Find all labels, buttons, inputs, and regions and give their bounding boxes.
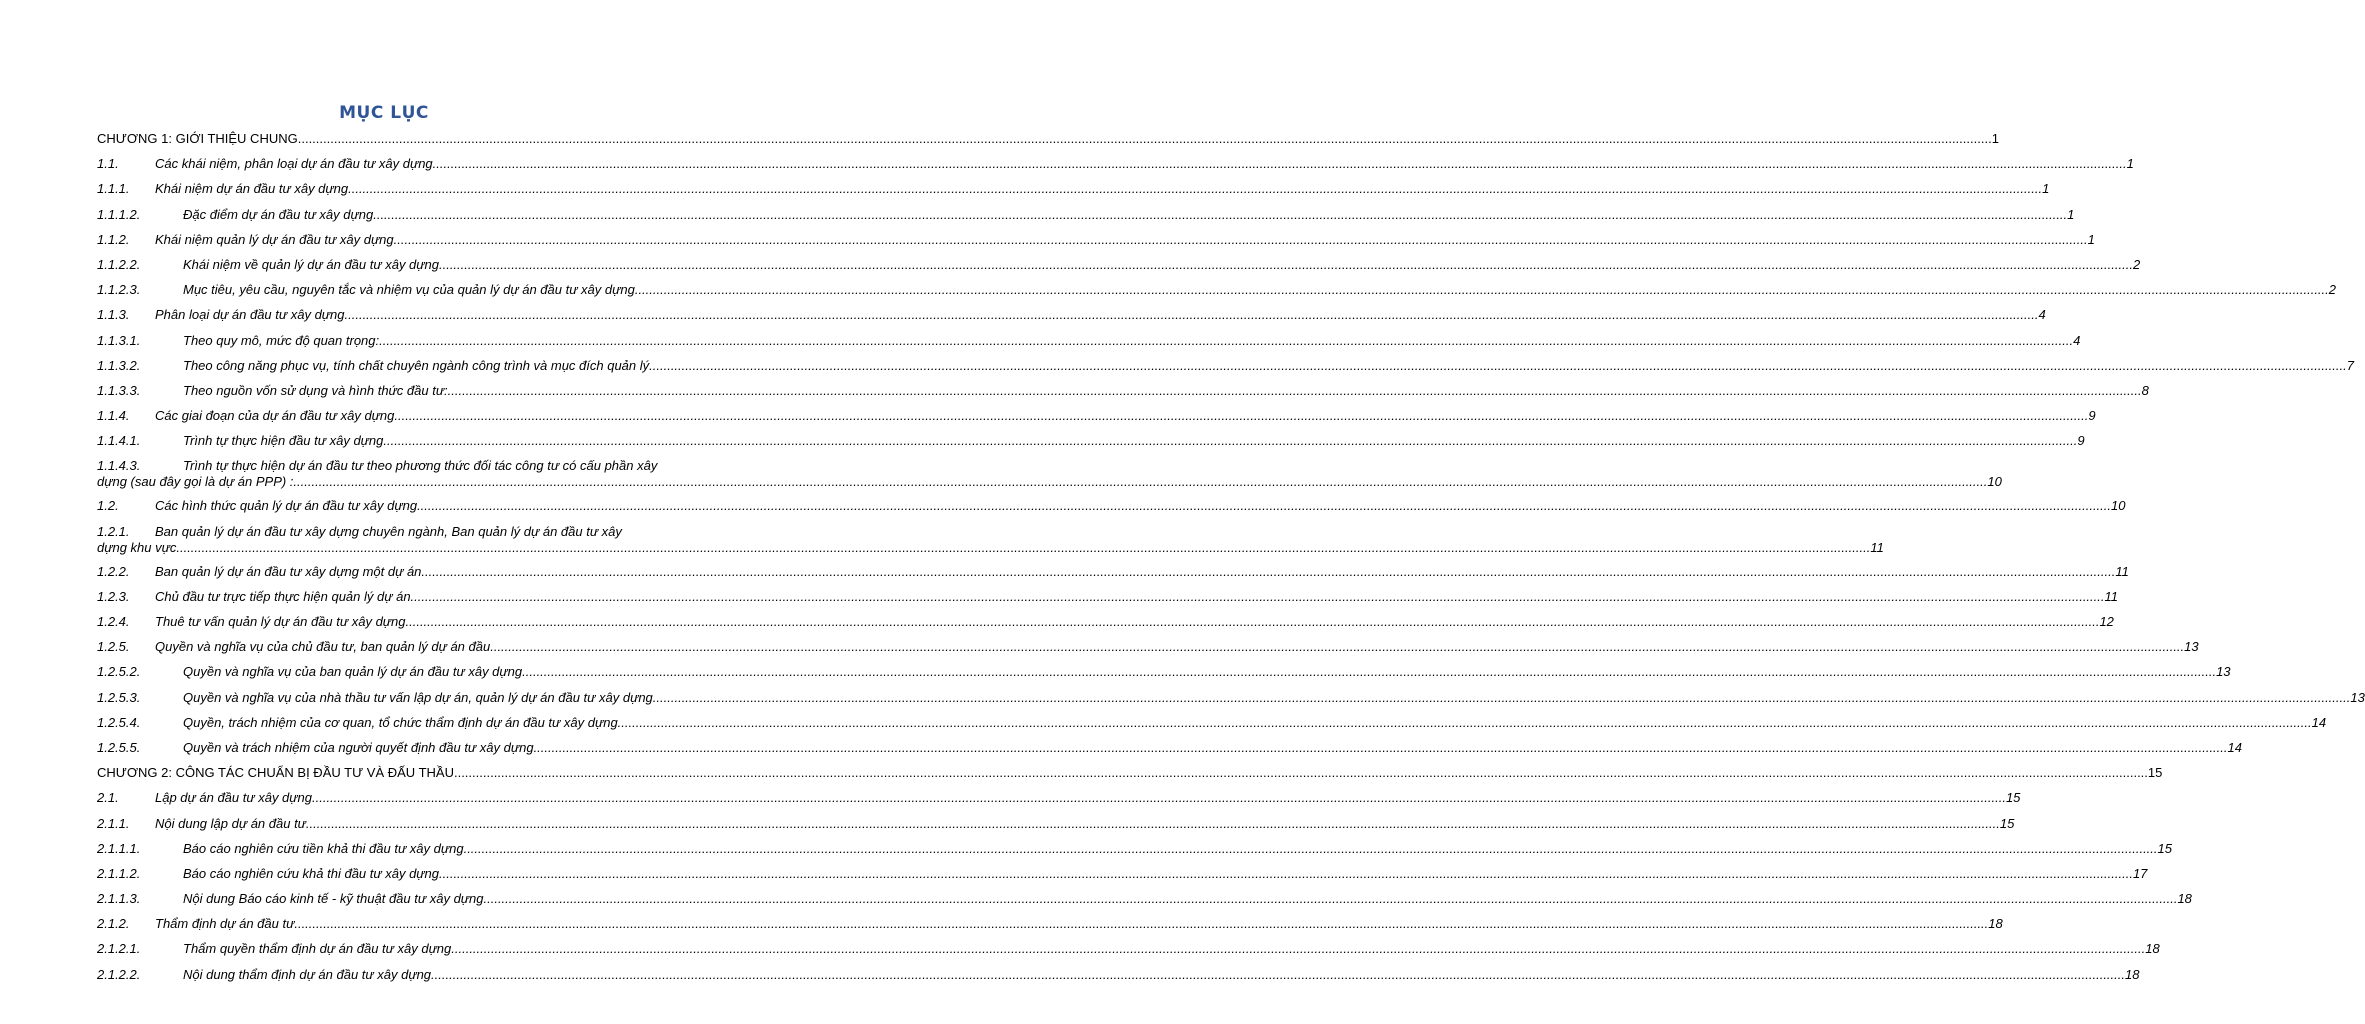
toc-entry-number: 2.1. [97,790,119,806]
toc-entry-number: 2.1.2.1. [97,941,141,957]
toc-entry-number: 1.2.3. [97,588,130,604]
toc-entry-page: 18 [1988,916,2003,932]
toc-entry-number: 2.1.2.2. [97,966,141,982]
toc-entry-number: 1.1.1.2. [97,206,141,222]
toc-entry-page: 13 [2184,639,2199,655]
toc-entry-text: Quyền và nghĩa vụ của ban quản lý dự án đầu tư xây dựng [183,664,523,680]
table-of-contents [97,131,2365,992]
toc-leader-dots [433,156,2127,172]
toc-entry-text: Các khái niệm, phân loại dự án đầu tư xây dựng [155,156,433,172]
toc-entry-number: 1.1.4.3. [97,458,141,474]
toc-entry-page: 2 [2328,282,2337,298]
toc-entry[interactable] [97,282,2337,298]
toc-entry-number: 1.2.2. [97,563,130,579]
toc-entry[interactable] [97,382,2149,399]
toc-entry-page: 4 [2073,332,2081,348]
toc-entry-text: Thẩm quyền thẩm định dự án đầu tư xây dựng [183,941,452,957]
toc-entry-text: Đặc điểm dự án đầu tư xây dựng [183,206,374,222]
toc-entry-number: 1.1.3.1. [97,332,141,348]
toc-entry-text: Ban quản lý dự án đầu tư xây dựng một dự án [155,563,422,579]
toc-entry-page: 11 [2104,588,2118,604]
toc-entry[interactable] [97,307,2046,323]
toc-entry-text: Khái niệm quản lý dự án đầu tư xây dựng [155,231,394,247]
toc-entry-text: Nội dung thẩm định dự án đầu tư xây dựng [183,966,432,982]
toc-entry-page: 15 [2157,840,2172,856]
toc-entry-text: Theo công năng phục vụ, tính chất chuyên ngành công trình và mục đích quản lý. [183,357,653,373]
toc-entry-text: Báo cáo nghiên cứu tiền khả thi đầu tư xây dựng [183,840,464,856]
toc-entry-text: Nội dung lập dự án đầu tư [155,815,306,831]
toc-entry-page: 14 [2227,739,2242,755]
toc-entry-number: 1.2.4. [97,614,130,629]
toc-entry-page: 18 [2177,891,2192,907]
toc-entry[interactable] [97,433,2085,449]
toc-entry-text: Thẩm định dự án đầu tư [155,916,295,932]
toc-entry-page: 13 [2216,664,2231,680]
toc-leader-dots [484,891,2178,907]
toc-leader-dots [618,715,2312,731]
toc-entry-text: Chủ đầu tư trực tiếp thực hiện quản lý dự án [155,588,411,604]
toc-entry-number: 1.2.5.5. [97,739,141,755]
toc-leader-dots [394,232,2088,248]
toc-entry-page: 2 [2132,256,2141,272]
toc-entry[interactable] [97,181,2050,197]
toc-entry-text: Ban quản lý dự án đầu tư xây dựng chuyên ngành, Ban quản lý dự án đầu tư xây [155,523,622,539]
toc-entry[interactable] [97,865,2148,882]
toc-entry-text: Quyền và nghĩa vụ của chủ đầu tư, ban quản lý dự án đầu [155,639,491,655]
toc-leader-dots [383,433,2077,449]
toc-title: MỤC LỤC [339,103,429,123]
toc-entry[interactable] [97,941,2160,957]
toc-entry-page: 7 [2346,357,2354,373]
toc-entry[interactable] [97,689,2365,706]
toc-entry-number: 1.1.2. [97,231,130,247]
toc-entry-page: 17 [2132,865,2148,881]
toc-leader-dots [448,383,2142,399]
toc-entry-page: 14 [2311,714,2327,730]
toc-entry-number: 2.1.1.1. [97,840,141,856]
toc-entry[interactable] [97,156,2134,172]
toc-entry-page: 18 [2125,966,2140,982]
toc-leader-dots [421,564,2115,580]
toc-entry-number: 1.1.3. [97,307,130,323]
toc-entry[interactable] [97,614,2114,630]
toc-leader-dots [635,282,2329,298]
toc-chapter-heading: CHƯƠNG 2: CÔNG TÁC CHUẨN BỊ ĐẦU TƯ VÀ ĐẤU THẦU [97,765,454,781]
toc-entry-text: Thuê tư vấn quản lý dự án đầu tư xây dựng [155,614,406,629]
toc-entry-number: 1.1.2.3. [97,282,141,298]
toc-entry[interactable] [97,840,2172,857]
toc-entry[interactable] [97,639,2199,655]
toc-entry-page: 12 [2099,614,2114,629]
toc-entry-text: Quyền, trách nhiệm của cơ quan, tổ chức thẩm định dự án đầu tư xây dựng [183,714,618,730]
toc-entry-number: 1.1.3.3. [97,382,141,398]
toc-entry[interactable] [97,739,2242,756]
toc-leader-dots [439,866,2133,882]
toc-leader-dots [294,916,1988,932]
toc-leader-dots [451,941,2145,957]
toc-entry-number: 2.1.1.3. [97,891,141,907]
toc-entry[interactable] [97,256,2141,273]
toc-entry-text: Khái niệm dự án đầu tư xây dựng [155,181,349,197]
toc-leader-dots [373,207,2067,223]
toc-entry-page: 15 [2005,790,2021,806]
toc-entry[interactable] [97,498,2126,514]
toc-entry-number: 1.1.4. [97,408,130,424]
toc-entry-page: 9 [2077,433,2085,449]
toc-entry-text-continued: dựng (sau đây gọi là dự án PPP) : [97,474,294,490]
toc-entry[interactable] [97,664,2231,680]
toc-entry-number: 1.2.1. [97,523,130,539]
toc-entry-number: 2.1.2. [97,916,130,932]
toc-leader-dots [379,333,2073,349]
toc-leader-dots [298,131,1992,147]
toc-entry[interactable] [97,458,2002,490]
toc-leader-dots [348,181,2042,197]
toc-entry-number: 2.1.1. [97,815,130,831]
toc-leader-dots [490,639,2184,655]
toc-entry-number: 1.2.5. [97,639,130,655]
toc-leader-dots [417,498,2111,514]
toc-entry-text: Báo cáo nghiên cứu khả thi đầu tư xây dựng [183,865,439,881]
toc-leader-dots [411,589,2105,605]
toc-entry-page: 8 [2141,382,2149,398]
toc-entry-number: 1.2.5.2. [97,664,141,680]
toc-entry-number: 1.1.4.1. [97,433,141,449]
toc-leader-dots [306,816,2000,832]
toc-entry-text: Phân loại dự án đầu tư xây dựng [155,307,345,323]
toc-leader-dots [293,474,1987,490]
toc-entry[interactable] [97,563,2129,580]
toc-entry-text: Các giai đoạn của dự án đầu tư xây dựng [155,408,395,424]
toc-entry-page: 10 [1987,474,2002,490]
toc-entry[interactable] [97,231,2095,248]
toc-entry-page: 1 [2042,181,2050,197]
toc-entry-text: Trình tự thực hiện dự án đầu tư theo phương thức đối tác công tư có cấu phần xây [183,458,658,474]
toc-entry-page: 1 [2067,206,2075,222]
toc-entry-page: 1 [1991,131,1999,146]
toc-entry-page: 10 [2111,498,2126,514]
toc-leader-dots [454,765,2148,781]
toc-entry-page: 18 [2145,941,2160,957]
toc-leader-dots [431,967,2125,983]
toc-leader-dots [312,790,2006,806]
toc-entry[interactable] [97,765,2163,781]
toc-entry-text: Lập dự án đầu tư xây dựng [155,790,312,806]
toc-entry-number: 2.1.1.2. [97,865,141,881]
toc-entry-page: 4 [2038,307,2046,323]
toc-entry[interactable] [97,714,2327,731]
toc-leader-dots [406,614,2100,630]
toc-leader-dots [464,841,2158,857]
toc-entry[interactable] [97,815,2015,832]
toc-entry-text: Theo quy mô, mức độ quan trọng: [183,332,380,348]
toc-entry-text: Quyền và nghĩa vụ của nhà thầu tư vấn lập dự án, quản lý dự án đầu tư xây dựng. [183,689,657,705]
toc-entry[interactable] [97,916,2003,932]
toc-leader-dots [656,690,2350,706]
toc-leader-dots [653,358,2347,374]
toc-entry-number: 1.2.5.3. [97,689,141,705]
toc-chapter-heading: CHƯƠNG 1: GIỚI THIỆU CHUNG [97,131,298,146]
toc-leader-dots [439,257,2133,273]
toc-entry-page: 13 [2350,689,2365,705]
toc-entry[interactable] [97,790,2021,806]
toc-entry-page: 9 [2088,408,2096,424]
toc-entry-page: 11 [1870,539,1884,555]
toc-entry-text-continued: dựng khu vực [97,539,177,555]
toc-entry[interactable] [97,966,2140,983]
toc-entry-number: 1.2. [97,498,119,514]
toc-entry-page: 11 [2115,563,2129,579]
toc-entry-text: Nội dung Báo cáo kinh tế - kỹ thuật đầu tư xây dựng [183,891,484,907]
toc-entry[interactable] [97,357,2354,374]
toc-entry-number: 1.1.1. [97,181,130,197]
toc-entry-number: 1.2.5.4. [97,714,141,730]
toc-leader-dots [394,408,2088,424]
toc-entry[interactable] [97,332,2081,349]
toc-entry-text: Quyền và trách nhiệm của người quyết định đầu tư xây dựng [183,739,534,755]
toc-entry[interactable] [97,588,2118,605]
toc-entry-number: 1.1.3.2. [97,357,141,373]
toc-entry-text: Trình tự thực hiện đầu tư xây dựng [183,433,384,449]
toc-leader-dots [345,307,2039,323]
toc-entry-number: 1.1.2.2. [97,256,141,272]
toc-entry-page: 1 [2087,231,2095,247]
toc-entry-page: 15 [1999,815,2015,831]
toc-entry[interactable] [97,523,1884,556]
toc-entry-page: 1 [2126,156,2134,172]
toc-entry-text: Các hình thức quản lý dự án đầu tư xây dựng [155,498,418,514]
toc-entry-page: 15 [2147,765,2163,781]
toc-leader-dots [176,540,1870,556]
toc-entry-text: Mục tiêu, yêu cầu, nguyên tắc và nhiệm vụ của quản lý dự án đầu tư xây dựng [183,282,635,298]
toc-entry[interactable] [97,408,2096,424]
toc-entry[interactable] [97,891,2192,907]
toc-entry[interactable] [97,206,2075,223]
toc-entry[interactable] [97,131,1999,147]
toc-leader-dots [522,664,2216,680]
toc-leader-dots [534,740,2228,756]
toc-entry-number: 1.1. [97,156,119,172]
toc-entry-text: Khái niệm về quản lý dự án đầu tư xây dựng [183,256,439,272]
toc-entry-text: Theo nguồn vốn sử dụng và hình thức đầu tư: [183,382,448,398]
